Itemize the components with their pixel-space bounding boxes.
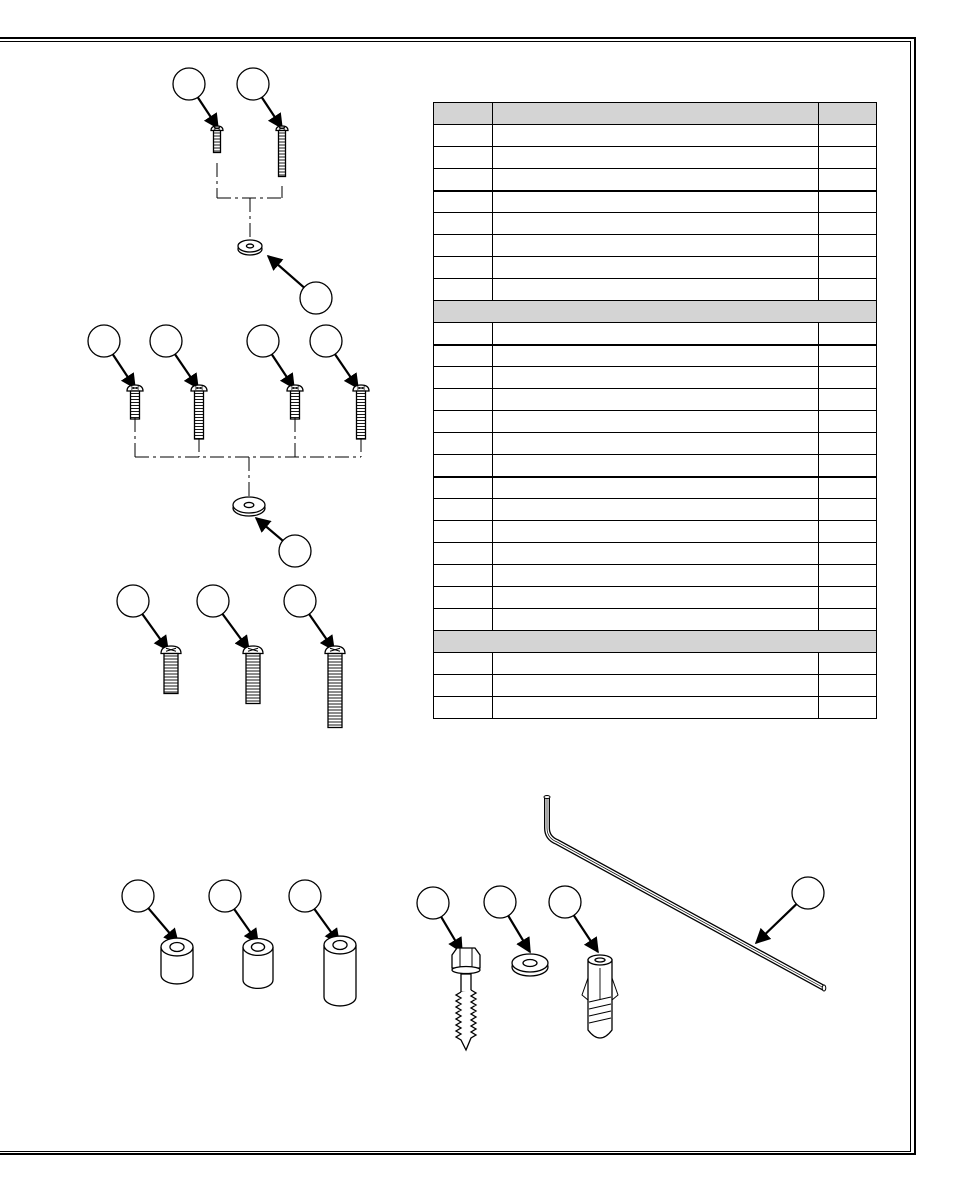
machine-screw-icon bbox=[287, 385, 303, 419]
callout-circle-icon bbox=[117, 585, 168, 650]
callout-circle-icon bbox=[122, 880, 178, 943]
washer-icon bbox=[238, 240, 262, 255]
callout-circle-icon bbox=[209, 880, 258, 943]
callout-circle-icon bbox=[150, 325, 198, 388]
callout-circle-icon bbox=[310, 325, 358, 388]
washer-icon bbox=[512, 954, 548, 976]
machine-screw-icon bbox=[211, 126, 223, 153]
machine-screw-icon bbox=[276, 126, 288, 177]
machine-screw-icon bbox=[161, 646, 181, 694]
callout-circle-icon bbox=[256, 518, 311, 567]
callout-circle-icon bbox=[237, 68, 282, 128]
callout-circle-icon bbox=[197, 585, 249, 650]
lag-bolt-icon bbox=[452, 948, 480, 1050]
wall-anchor-icon bbox=[582, 955, 618, 1038]
washer-icon bbox=[233, 497, 265, 516]
machine-screw-icon bbox=[191, 385, 207, 439]
callout-circle-icon bbox=[284, 585, 334, 650]
spacer-icon bbox=[324, 936, 356, 1006]
callout-circle-icon bbox=[173, 68, 218, 128]
machine-screw-icon bbox=[127, 385, 143, 419]
spacer-icon bbox=[243, 939, 273, 989]
callout-circle-icon bbox=[549, 886, 598, 952]
callout-circle-icon bbox=[756, 877, 824, 943]
hex-key-icon bbox=[544, 796, 826, 992]
callout-circle-icon bbox=[289, 880, 339, 943]
machine-screw-icon bbox=[353, 385, 369, 439]
callout-circle-icon bbox=[417, 887, 462, 952]
callout-circle-icon bbox=[268, 256, 332, 314]
callout-circle-icon bbox=[88, 325, 135, 388]
machine-screw-icon bbox=[243, 646, 263, 704]
callout-circle-icon bbox=[484, 886, 530, 952]
spacer-icon bbox=[161, 938, 193, 984]
machine-screw-icon bbox=[325, 646, 345, 728]
callout-circle-icon bbox=[247, 325, 294, 388]
